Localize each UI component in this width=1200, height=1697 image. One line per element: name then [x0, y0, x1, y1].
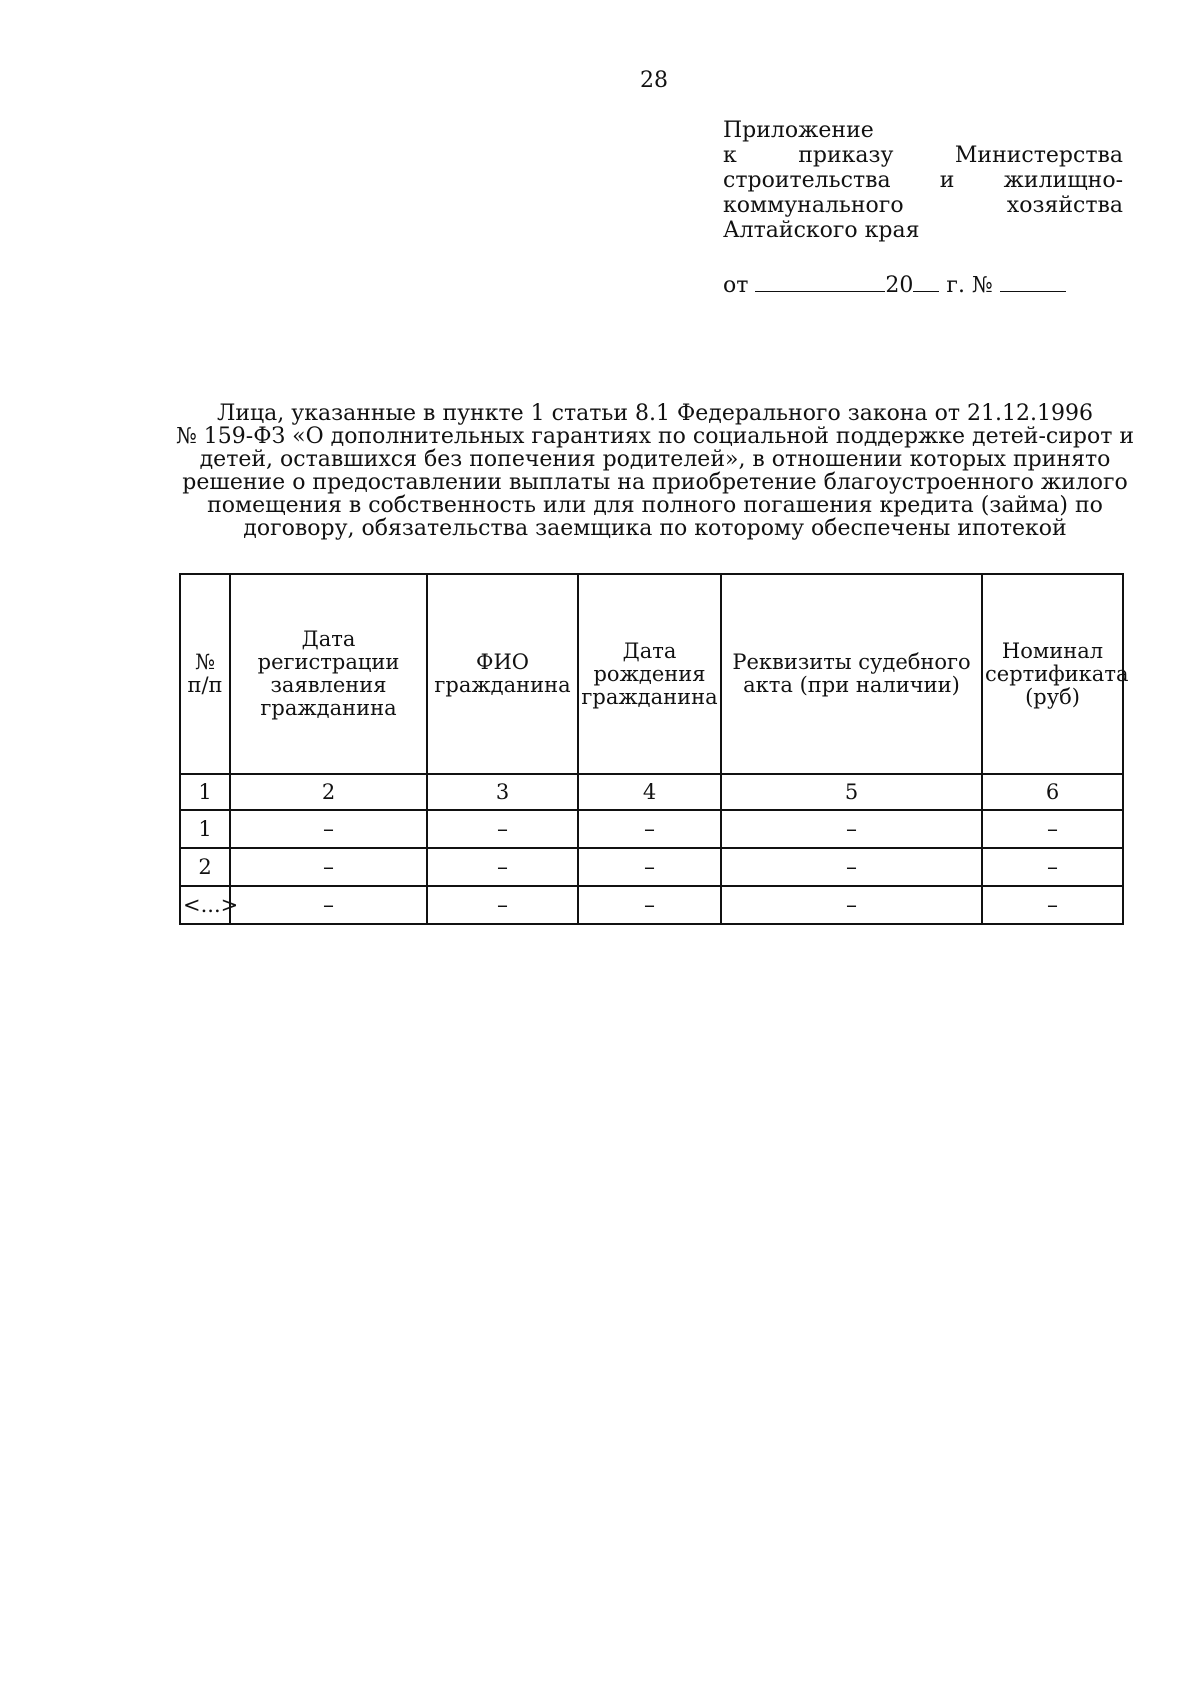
header-regdate-l2: заявления — [270, 673, 387, 697]
column-number: 6 — [982, 774, 1123, 810]
row-index: 2 — [180, 848, 230, 886]
appendix-line-4: Алтайского края — [723, 218, 920, 243]
document-heading — [170, 402, 1140, 540]
header-court-l1: Реквизиты судебного — [732, 650, 971, 674]
column-number: 5 — [721, 774, 982, 810]
header-cell-court-act — [721, 574, 982, 774]
appendix-line-3: коммунального хозяйства — [723, 193, 1123, 218]
table-row — [180, 886, 1123, 924]
number-label: г. № — [946, 273, 993, 298]
header-cert-l1: Номинал — [1001, 638, 1104, 663]
table-cell: – — [721, 886, 982, 924]
table-row — [180, 810, 1123, 848]
appendix-block — [723, 118, 1123, 298]
header-number-l1: № — [195, 650, 215, 674]
heading-line-3: детей, оставшихся без попечения родителей», в отношении которых принято — [199, 447, 1111, 472]
table-cell: – — [578, 810, 721, 848]
header-birth-l2: рождения — [593, 661, 706, 686]
number-blank — [1000, 273, 1066, 292]
table-cell: – — [230, 810, 427, 848]
table-cell: – — [427, 810, 578, 848]
table-cell: – — [721, 810, 982, 848]
header-cell-birth-date — [578, 574, 721, 774]
appendix-title: Приложение — [723, 118, 874, 143]
table-cell: – — [427, 886, 578, 924]
header-cert-l3: (руб) — [1025, 684, 1080, 709]
header-cell-number — [180, 574, 230, 774]
header-cert-l2: сертификата — [985, 661, 1129, 686]
header-regdate-l1: Дата регистрации — [257, 627, 400, 674]
heading-line-4: решение о предоставлении выплаты на приобретение благоустроенного жилого — [182, 470, 1128, 495]
header-cell-certificate-value — [982, 574, 1129, 774]
year-prefix: 20 — [885, 273, 914, 298]
recipients-table — [179, 573, 1129, 925]
row-index: <...> — [180, 886, 230, 924]
appendix-line-2: строительства и жилищно- — [723, 168, 1123, 193]
header-name-l1: ФИО — [476, 650, 529, 674]
column-number: 3 — [427, 774, 578, 810]
year-blank — [913, 273, 939, 292]
row-index: 1 — [180, 810, 230, 848]
heading-line-6: договору, обязательства заемщика по которому обеспечены ипотекой — [243, 516, 1067, 541]
header-birth-l1: Дата — [622, 638, 677, 663]
table-cell: – — [578, 886, 721, 924]
date-prefix: от — [723, 273, 749, 298]
heading-line-5: помещения в собственность или для полного погашения кредита (займа) по — [207, 493, 1103, 518]
header-regdate-l3: гражданина — [260, 696, 397, 720]
column-number: 2 — [230, 774, 427, 810]
column-number-row — [180, 774, 1123, 810]
date-blank — [755, 273, 885, 292]
table-cell: – — [230, 886, 427, 924]
header-cell-registration-date — [230, 574, 427, 774]
heading-line-2: № 159-ФЗ «О дополнительных гарантиях по социальной поддержке детей-сирот и — [175, 424, 1135, 449]
table-cell: – — [427, 848, 578, 886]
header-name-l2: гражданина — [434, 673, 571, 697]
table-cell: – — [982, 886, 1123, 924]
appendix-date-line — [723, 273, 1123, 298]
appendix-line-1: к приказу Министерства — [723, 143, 1123, 168]
table-cell: – — [230, 848, 427, 886]
header-cell-full-name — [427, 574, 578, 774]
heading-line-1: Лица, указанные в пункте 1 статьи 8.1 Федерального закона от 21.12.1996 — [217, 401, 1093, 426]
table-row — [180, 848, 1123, 886]
table-cell: – — [982, 810, 1123, 848]
table-header-row — [180, 574, 1123, 774]
header-court-l2: акта (при наличии) — [743, 673, 960, 697]
column-number: 1 — [180, 774, 230, 810]
header-birth-l3: гражданина — [581, 684, 718, 709]
page-number: 28 — [640, 68, 668, 93]
header-number-l2: п/п — [187, 673, 223, 697]
table-cell: – — [982, 848, 1123, 886]
table-cell: – — [578, 848, 721, 886]
table-cell: – — [721, 848, 982, 886]
column-number: 4 — [578, 774, 721, 810]
